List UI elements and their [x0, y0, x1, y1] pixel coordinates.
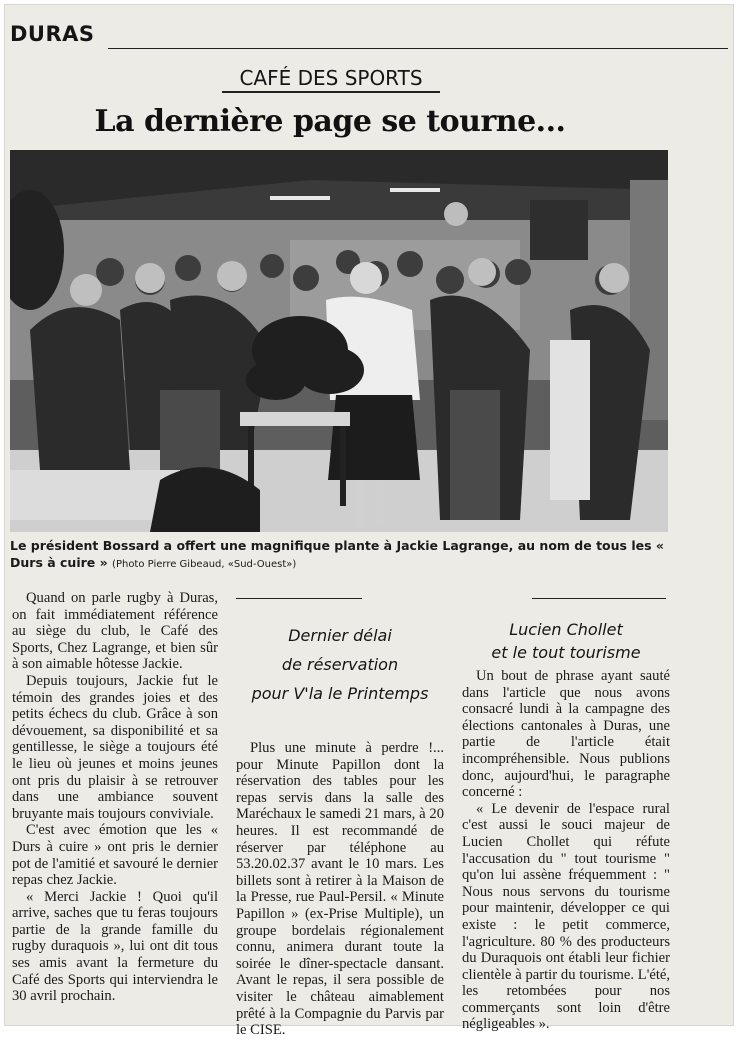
title-line: Lucien Chollet — [509, 620, 623, 639]
paragraph: « Merci Jackie ! Quoi qu'il arrive, saches que tu feras toujours partie de la grande famille du rugby duraquois », lui ont dit tous ses amis avant la fermeture du Café des Sports qui interviendra le 30 avril prochain. — [12, 888, 218, 1005]
title-line: et le tout tourisme — [491, 643, 641, 662]
paragraph: « Le devenir de l'espace rural c'est aussi le souci majeur de Lucien Chollet qui réfute l'accusation du " tout tourisme " qu'on lui assène fréquemment : " Nous nous servons du tourisme pour maintenir, développer ce qui existe : le petit commerce, l'agriculture. 80 % des producteurs du Duraquois ont établi leur fichier clientèle à partir du tourisme. L'été, les retombées pour nos commerçants sont loin d'être négligeables ». — [462, 800, 670, 1033]
headline: La dernière page se tourne... — [94, 104, 566, 139]
column-rule — [532, 598, 666, 599]
photo-credit: (Photo Pierre Gibeaud, «Sud-Ouest») — [112, 559, 297, 570]
paragraph: Un bout de phrase ayant sauté dans l'article que nous avons consacré lundi à la campagne des élections cantonales à Duras, une partie de l'article était incompréhensible. Nous publions donc, aujourd'hui, le paragraphe concerné : — [462, 668, 670, 801]
column-rule — [236, 598, 362, 599]
paragraph: C'est avec émotion que les « Durs à cuire » ont pris le dernier pot de l'amitié et savouré le dernier repas chez Jackie. — [12, 822, 218, 889]
title-line: pour V'la le Printemps — [251, 684, 429, 703]
section-label: DURAS — [10, 22, 95, 46]
paragraph: Plus une minute à perdre !... pour Minute Papillon dont la réservation des tables pour les repas servis dans la salle des Maréchaux le samedi 21 mars, à 20 heures. Il est recommandé de réserver par téléphone au 53.20.02.37 avant le 10 mars. Les billets sont à retirer à la Maison de la Presse, rue Paul-Persil. « Minute Papillon » (ex-Prise Multiple), un groupe bordelais régionalement connu, animera durant toute la soirée le dîner-spectacle dansant. Avant le repas, il sera possible de visiter le château aimablement prêté à la Compagnie du Parvis par le CISE. — [236, 740, 444, 1039]
section-rule — [108, 48, 728, 49]
article-chollet — [462, 668, 670, 1033]
article-title-printemps — [236, 621, 444, 708]
paragraph: Quand on parle rugby à Duras, on fait immédiatement référence au siège du club, le Café des Sports, Chez Lagrange, et bien sûr à son aimable hôtesse Jackie. — [12, 590, 218, 673]
paragraph: Depuis toujours, Jackie fut le témoin des grandes joies et des petits échecs du club. Grâce à son dévouement, sa disponibilité et sa gentillesse, le siège a toujours été le lieu où jeunes et moins jeunes ont pris du plaisir à se retrouver dans une ambiance souvent bruyante mais toujours conviviale. — [12, 672, 218, 822]
news-photo — [10, 150, 668, 532]
title-line: de réservation — [281, 655, 399, 674]
title-line: Dernier délai — [288, 626, 392, 645]
photo-caption — [10, 537, 674, 573]
kicker: CAFÉ DES SPORTS — [222, 66, 440, 93]
caption-text: Le président Bossard a offert une magnifique plante à Jackie Lagrange, au nom de tous les « Durs à cuire » — [10, 538, 664, 570]
article-printemps — [236, 740, 444, 1039]
article-title-chollet — [462, 618, 670, 664]
article-main — [12, 590, 218, 1005]
